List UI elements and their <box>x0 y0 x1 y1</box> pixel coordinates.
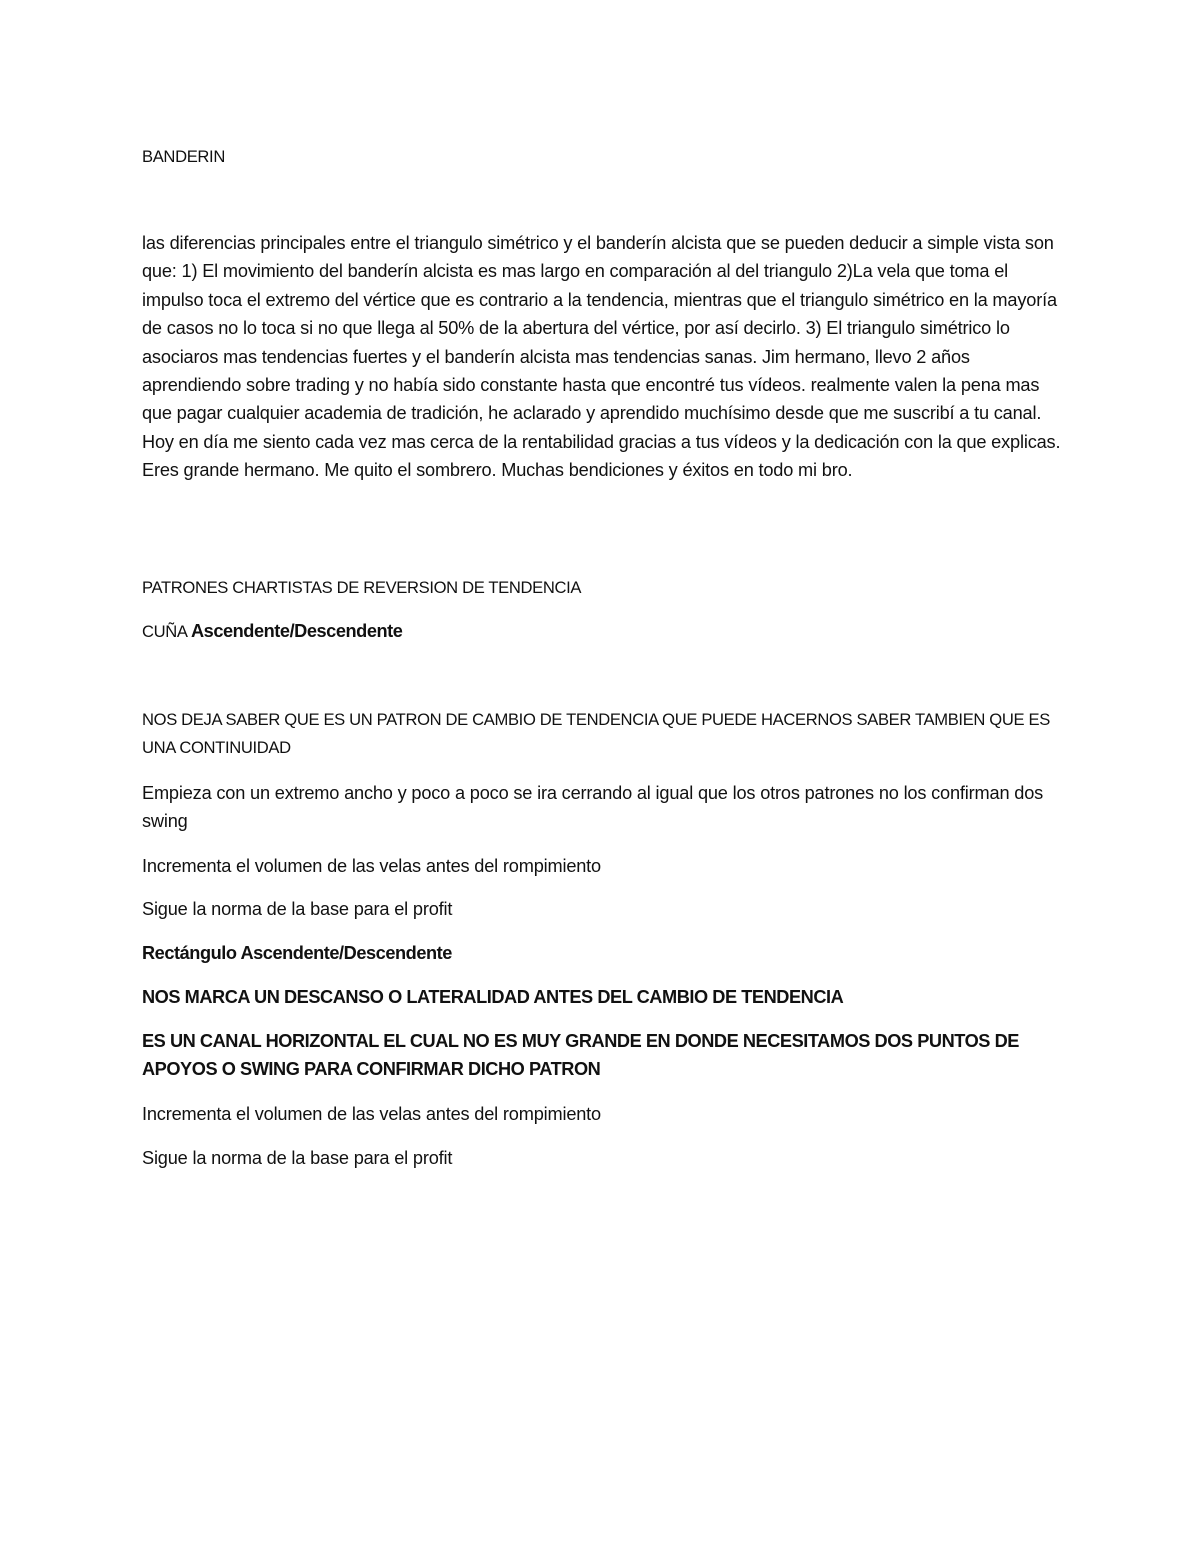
heading-banderin: BANDERIN <box>142 147 225 166</box>
cuna-line-1: Empieza con un extremo ancho y poco a poco se ira cerrando al igual que los otros patrones no los confirman dos swing <box>142 783 1044 832</box>
cuna-line-2: Incrementa el volumen de las velas antes del rompimiento <box>142 856 601 876</box>
paragraph-main: las diferencias principales entre el triangulo simétrico y el banderín alcista que se pueden deducir a simple vista son que: 1) El movimiento del banderín alcista es mas largo en comparación al del triangulo 2)La vela que toma el impulso toca el extremo del vértice que es contrario a la tendencia, mientras que el triangulo simétrico en la mayoría de casos no lo toca si no que llega al 50% de la abertura del vértice, por así decirlo. 3) El triangulo simétrico lo asociaros mas tendencias fuertes y el banderín alcista mas tendencias sanas. Jim hermano, llevo 2 años aprendiendo sobre trading y no había sido constante hasta que encontré tus vídeos. realmente valen la pena mas que pagar cualquier academia de tradición, he aclarado y aprendido muchísimo desde que me suscribí a tu canal. Hoy en día me siento cada vez mas cerca de la rentabilidad gracias a tus vídeos y la dedicación con la que explicas. Eres grande hermano. Me quito el sombrero. Muchas bendiciones y éxitos en todo mi bro. <box>142 233 1061 481</box>
rectangulo-line-1: NOS MARCA UN DESCANSO O LATERALIDAD ANTES DEL CAMBIO DE TENDENCIA <box>142 987 844 1007</box>
rectangulo-line-4: Sigue la norma de la base para el profit <box>142 1148 453 1168</box>
heading-patrones: PATRONES CHARTISTAS DE REVERSION DE TENDENCIA <box>142 578 582 597</box>
rectangulo-line-2: ES UN CANAL HORIZONTAL EL CUAL NO ES MUY GRANDE EN DONDE NECESITAMOS DOS PUNTOS DE APOYOS O SWING PARA CONFIRMAR DICHO PATRON <box>142 1031 1019 1080</box>
cuna-bold-label: Ascendente/Descendente <box>190 621 403 641</box>
rectangulo-line-3: Incrementa el volumen de las velas antes del rompimiento <box>142 1104 601 1124</box>
cuna-description: NOS DEJA SABER QUE ES UN PATRON DE CAMBIO DE TENDENCIA QUE PUEDE HACERNOS SABER TAMBIEN QUE ES UNA CONTINUIDAD <box>142 710 1050 758</box>
rectangulo-heading: Rectángulo Ascendente/Descendente <box>142 943 452 963</box>
cuna-prefix: CUÑA <box>142 622 191 641</box>
cuna-line-3: Sigue la norma de la base para el profit <box>142 899 453 919</box>
cuna-heading <box>142 617 1067 646</box>
